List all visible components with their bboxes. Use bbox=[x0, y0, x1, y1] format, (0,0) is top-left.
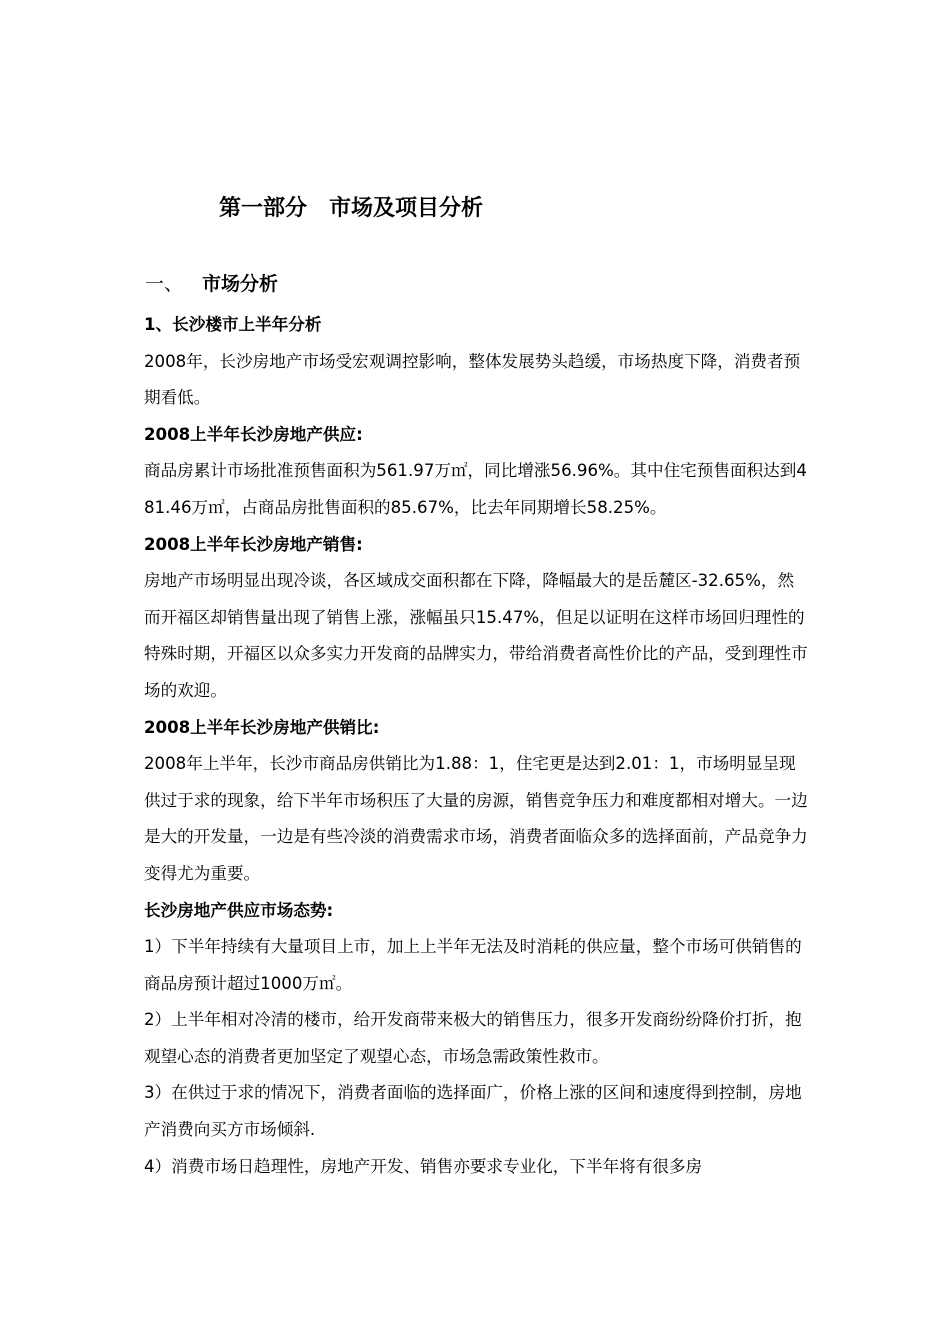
section-title: 市场分析 bbox=[202, 273, 279, 295]
subheading: 2008上半年长沙房地产供应: bbox=[144, 424, 363, 444]
document-body bbox=[144, 307, 808, 1185]
paragraph: 2）上半年相对冷清的楼市，给开发商带来极大的销售压力，很多开发商纷纷降价打折，抱观望心态的消费者更加坚定了观望心态，市场急需政策性救市。 bbox=[144, 1010, 802, 1066]
paragraph: 4）消费市场日趋理性，房地产开发、销售亦要求专业化，下半年将有很多房 bbox=[144, 1156, 703, 1176]
subheading: 1、长沙楼市上半年分析 bbox=[144, 315, 322, 334]
page-title: 第一部分 市场及项目分析 bbox=[219, 196, 484, 221]
section-heading bbox=[145, 268, 278, 300]
paragraph: 2008年，长沙房地产市场受宏观调控影响，整体发展势头趋缓，市场热度下降，消费者预期看低。 bbox=[144, 351, 801, 408]
paragraph: 1）下半年持续有大量项目上市，加上上半年无法及时消耗的供应量，整个市场可供销售的商品房预计超过1000万㎡。 bbox=[144, 937, 802, 993]
subheading: 2008上半年长沙房地产供销比: bbox=[144, 717, 380, 737]
subheading: 2008上半年长沙房地产销售: bbox=[144, 534, 363, 554]
section-number: 一、 bbox=[145, 273, 184, 295]
paragraph: 2008年上半年，长沙市商品房供销比为1.88：1，住宅更是达到2.01：1，市场明显呈现供过于求的现象，给下半年市场积压了大量的房源，销售竞争压力和难度都相对增大。一边是大的开发量，一边是有些冷淡的消费需求市场，消费者面临众多的选择面前，产品竞争力变得尤为重要。 bbox=[144, 754, 808, 883]
subheading: 长沙房地产供应市场态势: bbox=[144, 900, 334, 920]
paragraph: 房地产市场明显出现冷谈，各区域成交面积都在下降，降幅最大的是岳麓区-32.65%，然而开福区却销售量出现了销售上涨，涨幅虽只15.47%，但足以证明在这样市场回归理性的特殊时期，开福区以众多实力开发商的品牌实力，带给消费者高性价比的产品，受到理性市场的欢迎。 bbox=[144, 571, 808, 700]
paragraph: 3）在供过于求的情况下，消费者面临的选择面广，价格上涨的区间和速度得到控制，房地产消费向买方市场倾斜. bbox=[144, 1083, 802, 1140]
paragraph: 商品房累计市场批准预售面积为561.97万㎡，同比增涨56.96%。其中住宅预售面积达到481.46万㎡，占商品房批售面积的85.67%，比去年同期增长58.25%。 bbox=[144, 461, 807, 517]
